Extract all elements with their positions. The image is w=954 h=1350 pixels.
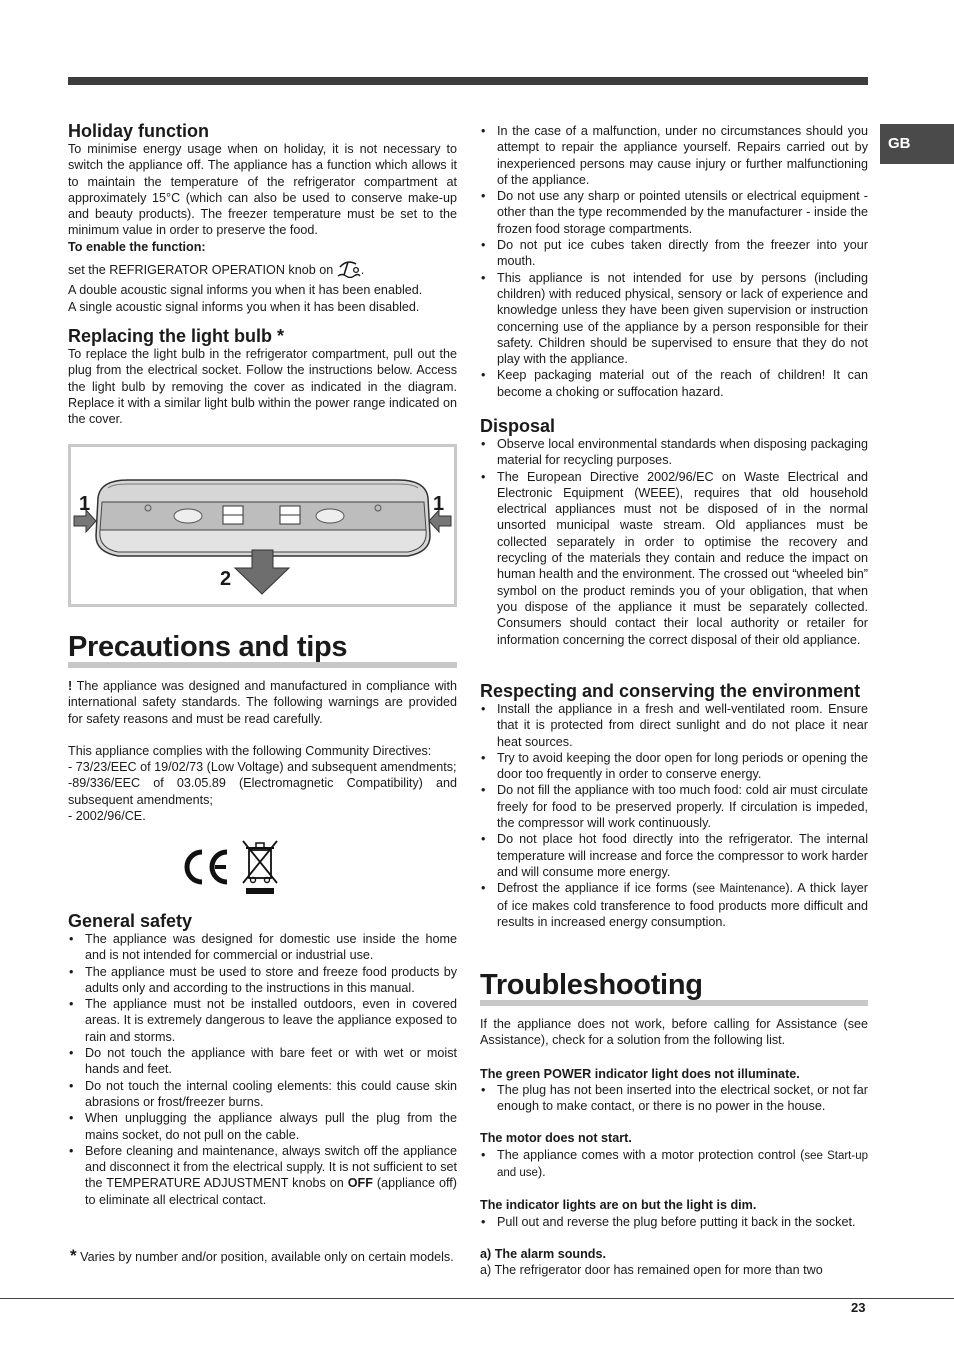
footnote-text: Varies by number and/or position, available only on certain models.	[76, 1250, 454, 1264]
disposal-list	[480, 436, 868, 648]
list-item: • Do not use any sharp or pointed utensils or electrical equipment - other than the type recommended by the manufacturer - inside the frozen food storage compartments.	[480, 188, 868, 237]
top-rule	[68, 77, 868, 85]
list-item	[480, 880, 868, 930]
list-item	[480, 1147, 868, 1182]
bulb-heading: Replacing the light bulb *	[68, 326, 284, 346]
list-item: • When unplugging the appliance always pull the plug from the mains socket, do not pull on the cable.	[68, 1110, 457, 1143]
environment-section	[480, 682, 868, 930]
holiday-enable-label: To enable the function:	[68, 239, 206, 254]
warning-text: The appliance was designed and manufactured in compliance with international safety standards. The following warnings are provided for safety reasons and must be read carefully.	[68, 679, 457, 726]
troubleshooting-heading-block	[480, 970, 868, 1006]
ce-mark-icon	[180, 838, 232, 901]
precautions-warning	[68, 678, 457, 727]
defrost-post: ). A thick layer of ice makes cold transference to food products more difficult and results in increased energy consumption.	[497, 881, 868, 929]
trouble-a3-list	[480, 1214, 868, 1230]
trouble-a4: a) The refrigerator door has remained open for more than two	[480, 1263, 823, 1278]
list-item: • Try to avoid keeping the door open for long periods or opening the door too frequently in order to conserve energy.	[480, 750, 868, 783]
bulb-body: To replace the light bulb in the refrigerator compartment, pull out the plug from the electrical socket. Follow the instructions below. Access the light bulb by removing the cover as indicated in the diagram. Replace it with a similar light bulb within the power range indicated on the cover.	[68, 347, 457, 427]
defrost-ref: see Maintenance	[696, 883, 786, 896]
diagram-label-left: 1	[79, 493, 91, 515]
list-item: • Do not fill the appliance with too much food: cold air must circulate freely for food to be preserved properly. If circulation is impeded, the compressor will work continuously.	[480, 782, 868, 831]
environment-list	[480, 701, 868, 930]
footnote	[70, 1248, 458, 1265]
precautions-heading: Precautions and tips	[68, 631, 348, 663]
footnote-star: *	[70, 1246, 77, 1265]
list-item: • This appliance is not intended for use by persons (including children) with reduced physical, sensory or lack of experience and knowledge unless they have been given supervision or instruction concerning use of the appliance by a person responsible for their safety. Children should be supervised to ensure that they do not play with the appliance.	[480, 270, 868, 368]
trouble-q3: The indicator lights are on but the light is dim.	[480, 1198, 757, 1213]
safety-continued	[480, 123, 868, 400]
holiday-single-signal: A single acoustic signal informs you when it has been disabled.	[68, 299, 420, 314]
list-item: • Install the appliance in a fresh and well-ventilated room. Ensure that it is protected from direct sunlight and do not place it near heat sources.	[480, 701, 868, 750]
list-item: • Keep packaging material out of the reach of children! It can become a choking or suffocation hazard.	[480, 367, 868, 400]
list-item: • The appliance must be used to store and freeze food products by adults only and according to the instructions in this manual.	[68, 964, 457, 997]
troubleshooting-heading: Troubleshooting	[480, 969, 703, 1001]
precautions-heading-block	[68, 632, 457, 668]
safety-last-pre: Before cleaning and maintenance, always switch off the appliance and disconnect it from the electrical supply. It is not sufficient to set the TEMPERATURE ADJUSTMENT knobs on	[85, 1143, 457, 1191]
trouble-a2-post: ).	[537, 1165, 546, 1180]
defrost-pre: Defrost the appliance if ice forms (	[497, 881, 697, 896]
list-item: • Do not touch the internal cooling elements: this could cause skin abrasions or frost/freezer burns.	[68, 1078, 457, 1111]
holiday-enable-text: set the REFRIGERATOR OPERATION knob on	[68, 263, 334, 278]
diagram-label-bottom: 2	[220, 568, 232, 590]
diagram-label-right: 1	[433, 493, 445, 515]
list-item: • Do not put ice cubes taken directly from the freezer into your mouth.	[480, 237, 868, 270]
holiday-enable-end: .	[360, 263, 365, 278]
safety-last-post: (appliance off) to eliminate all electrical contact.	[85, 1176, 457, 1207]
trouble-a2-pre: The appliance comes with a motor protection control (	[497, 1147, 805, 1162]
safety-last-bold: OFF	[347, 1176, 373, 1191]
troubleshooting-section	[480, 1016, 868, 1279]
precautions-section	[68, 678, 457, 824]
holiday-double-signal: A double acoustic signal informs you when it has been enabled.	[68, 283, 423, 298]
holiday-heading: Holiday function	[68, 121, 209, 141]
trouble-q4: a) The alarm sounds.	[480, 1246, 606, 1261]
holiday-body: To minimise energy usage when on holiday, it is not necessary to switch the appliance off. The appliance has a function which allows it to maintain the temperature of the refrigerator compartment at approximately 15°C (which can also be used to conserve make-up and beauty products). The freezer temperature must be set to the minimum value in order to preserve the food.	[68, 142, 457, 238]
general-safety-section	[68, 912, 457, 1208]
list-item: • The appliance must not be installed outdoors, even in covered areas. It is extremely dangerous to leave the appliance exposed to rain and storms.	[68, 996, 457, 1045]
directive-3: - 2002/96/CE.	[68, 809, 146, 824]
light-bulb-diagram	[68, 444, 457, 607]
general-safety-heading: General safety	[68, 911, 193, 931]
bulb-section	[68, 327, 457, 427]
disposal-heading: Disposal	[480, 416, 556, 436]
crossed-bin-icon	[240, 838, 280, 901]
safety-continued-list	[480, 123, 868, 400]
holiday-section	[68, 122, 457, 315]
list-item: • In the case of a malfunction, under no circumstances should you attempt to repair the appliance yourself. Repairs carried out by inexperienced persons may cause injury or further malfunctioning of the appliance.	[480, 123, 868, 188]
page-number: 23	[851, 1300, 866, 1315]
trouble-q2: The motor does not start.	[480, 1131, 632, 1146]
footer-rule	[0, 1298, 954, 1299]
trouble-q1: The green POWER indicator light does not illuminate.	[480, 1066, 800, 1081]
directives-intro: This appliance complies with the following Community Directives:	[68, 743, 432, 758]
environment-heading: Respecting and conserving the environment	[480, 681, 861, 701]
list-item: • The plug has not been inserted into the electrical socket, or not far enough to make contact, or there is no power in the house.	[480, 1082, 868, 1115]
list-item: • Observe local environmental standards when disposing packaging material for recycling purposes.	[480, 436, 868, 469]
holiday-icon	[337, 258, 361, 282]
troubleshooting-intro: If the appliance does not work, before calling for Assistance (see Assistance), check for a solution from the following list.	[480, 1017, 868, 1048]
trouble-a1-list	[480, 1082, 868, 1115]
directive-2: -89/336/EEC of 03.05.89 (Electromagnetic Compatibility) and subsequent amendments;	[68, 776, 457, 807]
general-safety-list	[68, 931, 457, 1208]
list-item	[68, 1143, 457, 1208]
list-item: • The appliance was designed for domestic use inside the home and is not intended for commercial or industrial use.	[68, 931, 457, 964]
list-item: • Do not touch the appliance with bare feet or with wet or moist hands and feet.	[68, 1045, 457, 1078]
directive-1: - 73/23/EEC of 19/02/73 (Low Voltage) and subsequent amendments;	[68, 760, 457, 775]
trouble-a2-ref: see Start-up and use	[497, 1149, 868, 1180]
warning-mark: !	[68, 679, 73, 693]
disposal-section	[480, 417, 868, 648]
trouble-a2-list	[480, 1147, 868, 1182]
list-item: • Do not place hot food directly into the refrigerator. The internal temperature will increase and force the compressor to work harder and will consume more energy.	[480, 831, 868, 880]
holiday-enable-line	[68, 258, 457, 282]
language-tab: GB	[880, 124, 954, 164]
list-item: • Pull out and reverse the plug before putting it back in the socket.	[480, 1214, 868, 1230]
list-item: • The European Directive 2002/96/EC on Waste Electrical and Electronic Equipment (WEEE), requires that old household electrical appliances must not be disposed of in the normal unsorted municipal waste stream. Old appliances must be collected separately in order to optimise the recovery and recycling of the materials they contain and reduce the impact on human health and the environment. The crossed out “wheeled bin” symbol on the product reminds you of your obligation, that when you dispose of the appliance it must be separately collected. Consumers should contact their local authority or retailer for information concerning the correct disposal of their old appliance.	[480, 469, 868, 648]
